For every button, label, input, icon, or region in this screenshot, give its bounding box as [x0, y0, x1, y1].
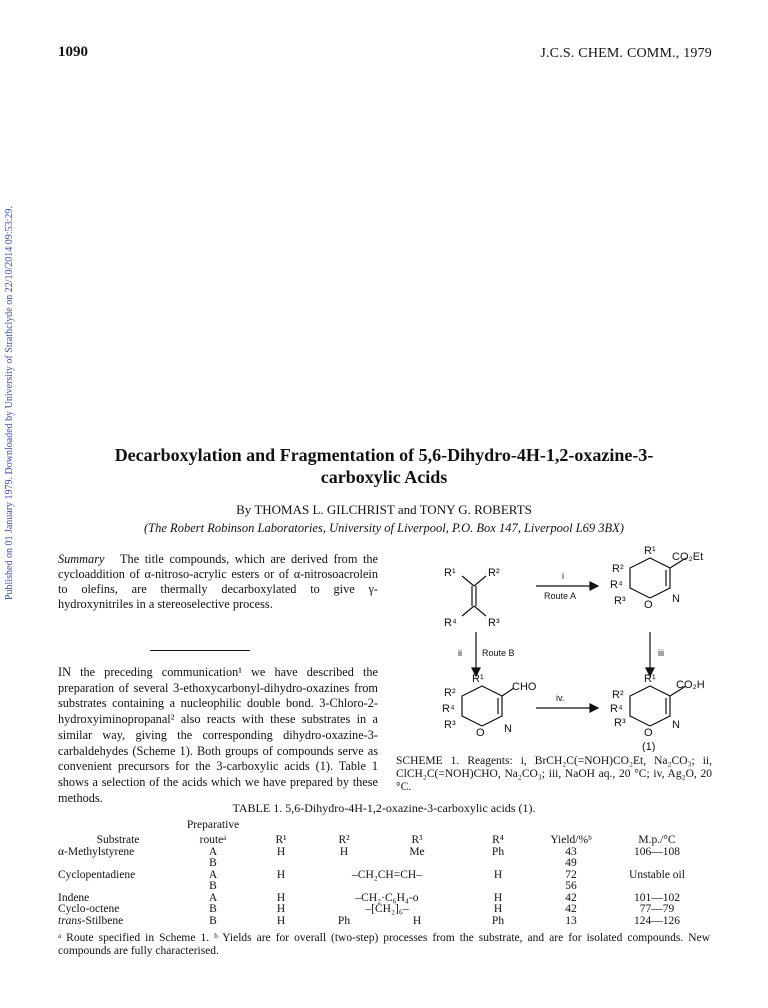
header-r3: R³	[411, 834, 423, 846]
table-row	[58, 870, 708, 882]
table-footnote: ᵃ Route specified in Scheme 1. ᵇ Yields are for overall (two-step) processes from the substrate, and are for isolated compounds. New compounds are fully characterised.	[58, 932, 710, 957]
aldehyde-ring-n: N	[504, 723, 512, 735]
olefin-r1: R¹	[444, 567, 456, 579]
table-row	[58, 847, 708, 859]
cell-r4: H	[493, 903, 503, 915]
cell-route: B	[209, 903, 217, 915]
scheme-caption: SCHEME 1. Reagents: i, BrCH₂C(=NOH)CO₂Et, Na₂CO₃; ii, ClCH₂C(=NOH)CHO, Na₂CO₃; iii, NaOH aq., 20 °C; iv, Ag₂O, 20 °C.	[396, 755, 712, 793]
cell-substrate: Cyclopentadiene	[58, 868, 136, 881]
header-substrate: Substrate	[96, 834, 140, 846]
route-b-label: Route B	[482, 648, 515, 658]
journal-header: J.C.S. CHEM. COMM., 1979	[540, 46, 712, 61]
table-row	[58, 916, 708, 928]
step-iv-arrowhead	[590, 704, 598, 712]
ester-ring-r4: R⁴	[610, 579, 623, 591]
olefin-bond	[462, 576, 474, 586]
cell-substrate: α-Methylstyrene	[58, 845, 135, 858]
cell-mp: 106—108	[634, 845, 680, 858]
cell-route: B	[209, 880, 217, 892]
section-rule	[150, 650, 250, 651]
cell-yield: 42	[565, 891, 577, 904]
download-notice[interactable]: Published on 01 January 1979. Downloaded by University of Strathclyde on 22/10/2014 09:53:29.	[4, 206, 15, 600]
table-header-row-2	[58, 832, 708, 847]
cell-substrate	[58, 916, 178, 928]
cell-mp: Unstable oil	[629, 868, 685, 881]
cell-mp: 77—79	[639, 903, 675, 915]
cell-yield: 13	[565, 914, 577, 927]
cell-route: B	[209, 914, 217, 927]
cell-r4: Ph	[491, 845, 505, 858]
cell-route: A	[208, 868, 218, 881]
aldehyde-ring-r1: R¹	[472, 673, 484, 685]
cell-r3: H	[412, 914, 422, 927]
cell-r1: H	[276, 891, 286, 904]
aldehyde-ring-r2: R²	[444, 687, 456, 699]
header-r4: R⁴	[492, 834, 504, 846]
olefin-bond	[474, 606, 486, 616]
olefin-r2: R²	[488, 567, 500, 579]
page-number: 1090	[58, 44, 88, 60]
header-r2: R²	[338, 834, 350, 846]
acid-ring-r3: R³	[614, 717, 626, 729]
cell-r2: H	[339, 845, 349, 858]
cell-route: B	[209, 857, 217, 869]
aldehyde-ring-o: O	[476, 727, 485, 739]
aldehyde-ring-r3: R³	[444, 719, 456, 731]
cell-r1: H	[276, 914, 286, 927]
acid-ring-o: O	[644, 727, 653, 739]
step-iv-label: iv.	[556, 693, 565, 703]
route-a-label: Route A	[544, 591, 577, 601]
cell-yield: 56	[565, 880, 577, 892]
cell-r2-r3: –CH₂·C₆H₄-o	[355, 891, 419, 904]
ester-ring-r1: R¹	[644, 546, 656, 557]
summary	[58, 552, 378, 612]
ester-group: CO₂Et	[672, 551, 704, 563]
acid-ring-r2: R²	[612, 689, 624, 701]
cell-mp: 101—102	[634, 891, 680, 904]
cell-yield: 42	[565, 903, 577, 915]
ring-aldehyde	[462, 686, 502, 726]
title-line-2: carboxylic Acids	[320, 467, 448, 487]
aldehyde-group: CHO	[512, 681, 537, 693]
scheme-diagram	[432, 546, 712, 752]
header-r1: R¹	[275, 834, 287, 846]
article-title	[60, 444, 708, 488]
acid-ring-n: N	[672, 719, 680, 731]
step-iii-label: iii	[658, 648, 664, 658]
cell-mp: 124—126	[634, 914, 680, 927]
cell-r2-r3: –[CH₂]₆–	[365, 903, 409, 915]
compound-number: (1)	[642, 741, 656, 752]
cell-r2: Ph	[337, 914, 351, 927]
acid-group: CO₂H	[676, 679, 705, 691]
header-route-line1: Preparative	[186, 819, 240, 831]
cell-r4: H	[493, 868, 503, 881]
step-i-label: i	[562, 571, 564, 581]
ring-acid	[630, 686, 670, 726]
table-title: TABLE 1. 5,6-Dihydro-4H-1,2-oxazine-3-carboxylic acids (1).	[232, 801, 536, 815]
cell-yield: 49	[565, 857, 577, 869]
table-row	[58, 858, 708, 870]
data-table	[58, 820, 708, 927]
cell-route: A	[208, 845, 218, 858]
substrate-name: -Stilbene	[81, 914, 124, 927]
ester-ring-r2: R²	[612, 563, 624, 575]
title-line-1: Decarboxylation and Fragmentation of 5,6-Dihydro-4H-1,2-oxazine-3-	[114, 445, 654, 465]
cell-r3: Me	[409, 845, 425, 858]
table-row	[58, 904, 708, 916]
cell-yield: 72	[565, 868, 577, 881]
cell-r4: Ph	[491, 914, 505, 927]
cell-r1: H	[276, 868, 286, 881]
olefin-bond	[474, 576, 486, 586]
header-yield: Yield/%ᵇ	[550, 834, 592, 846]
header-mp: M.p./°C	[638, 834, 676, 846]
ester-ring-r3: R³	[614, 595, 626, 607]
olefin-r4: R⁴	[444, 617, 457, 629]
table-header-row-1	[58, 820, 708, 832]
cell-route: A	[208, 891, 218, 904]
olefin-r3: R³	[488, 617, 500, 629]
body-paragraph: IN the preceding communication¹ we have described the preparation of several 3-ethoxycarbonyl-dihydro-oxazines from substrates containing a nucleophilic double bond. 3-Chloro-2-hydroxyiminopropanal² also reacts with these substrates in a similar way, giving the corresponding dihydro-oxazine-3-carbaldehydes (Scheme 1). Both groups of compounds serve as convenient precursors for the 3-carboxylic acids (1). Table 1 shows a selection of the acids which we have prepared by these methods.	[58, 665, 378, 805]
table-row	[58, 881, 708, 893]
header-route-line2: routeᵃ	[199, 834, 227, 846]
summary-text: The title compounds, which are derived from the cycloaddition of α-nitroso-acrylic esters or of α-nitrosoacrolein to olefins, are thermally decarboxylated to give γ-hydroxynitriles in a stereoselective process.	[58, 552, 378, 611]
cell-r1: H	[276, 903, 286, 915]
affiliation: (The Robert Robinson Laboratories, University of Liverpool, P.O. Box 147, Liverpool L69 3BX)	[144, 521, 624, 535]
cell-r1: H	[276, 845, 286, 858]
ester-ring-n: N	[672, 593, 680, 605]
route-a-arrowhead	[590, 582, 598, 590]
step-ii-label: ii	[458, 648, 462, 658]
acid-ring-r4: R⁴	[610, 703, 623, 715]
cell-r2-r3: –CH₂CH=CH–	[352, 868, 422, 881]
acid-ring-r1: R¹	[644, 673, 656, 685]
cell-r4: H	[493, 891, 503, 904]
substrate-italic-prefix: trans	[58, 914, 82, 927]
authors: By THOMAS L. GILCHRIST and TONY G. ROBERTS	[236, 502, 532, 517]
cell-substrate: Indene	[58, 891, 90, 904]
ester-ring-o: O	[644, 599, 653, 611]
cell-yield: 43	[565, 845, 577, 858]
summary-label: Summary	[58, 552, 105, 566]
olefin-bond	[462, 606, 474, 616]
aldehyde-ring-r4: R⁴	[442, 703, 455, 715]
ring-ester	[630, 558, 670, 598]
cell-substrate: Cyclo-octene	[58, 903, 120, 915]
